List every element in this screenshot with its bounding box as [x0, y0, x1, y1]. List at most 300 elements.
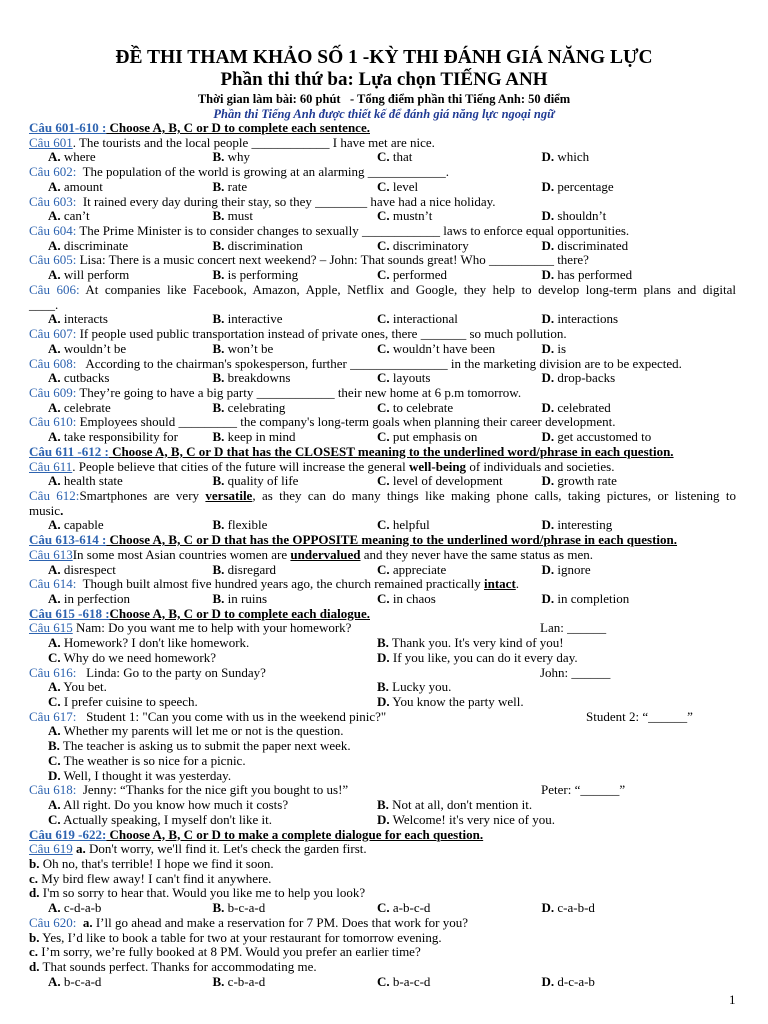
q612-options-row [29, 518, 736, 533]
q607-text: If people used public transportation instead of private ones, there _______ so much pollution. [76, 326, 567, 342]
q601-text: . The tourists and the local people ____________ I have met are nice. [72, 134, 435, 150]
q616-option-a [48, 680, 377, 695]
option-key: A. [48, 429, 61, 445]
option-key: D. [541, 517, 555, 533]
option-key: B. [48, 738, 60, 754]
section-heading-2 [29, 445, 736, 460]
q619-text: Oh no, that's terrible! I hope we find it soon. [39, 855, 274, 871]
option-text: interactive [224, 311, 283, 327]
q605-text: Lisa: There is a music concert next weekend? – John: That sounds great! Who __________ there? [76, 252, 589, 268]
option-text: in perfection [60, 591, 130, 606]
option-text: in completion [554, 591, 630, 606]
option-text: amount [60, 178, 103, 194]
q616-options-row [29, 680, 736, 695]
option-text: wouldn’t have been [389, 340, 496, 356]
question-620 [29, 916, 736, 990]
q608-text: According to the chairman's spokesperson, further _______________ in the marketing division are to be expected. [76, 355, 682, 371]
q603-option-d [542, 209, 737, 224]
q603-options-row [29, 209, 736, 224]
option-key: D. [541, 561, 555, 577]
q615-label: Câu 615 [29, 620, 73, 636]
q606-option-a [48, 312, 213, 327]
q614-label: Câu 614: [29, 576, 77, 592]
option-key: D. [541, 429, 555, 445]
q609-text: They’re going to have a big party ____________ their new home at 6 p.m tomorrow. [76, 384, 522, 400]
option-text: You know the party well. [389, 694, 524, 710]
option-text: can’t [60, 208, 90, 224]
option-key: A. [48, 178, 61, 194]
option-text: c-b-a-d [224, 973, 266, 989]
q619-label: Câu 619 [29, 841, 73, 857]
option-key: C. [377, 473, 390, 489]
option-text: health state [60, 473, 123, 489]
q602-label: Câu 602: [29, 164, 77, 180]
q615-reply: Lan: ______ [540, 620, 607, 636]
q611-label: Câu 611 [29, 458, 73, 474]
q618-option-c [48, 813, 377, 828]
q620-options-row [29, 975, 736, 990]
option-text: to celebrate [389, 399, 454, 415]
q611-text: well-being [409, 458, 467, 474]
option-key: D. [541, 178, 555, 194]
option-text: The weather is so nice for a picnic. [60, 752, 246, 768]
option-key: D. [541, 208, 555, 224]
section-instruction: Choose A, B, C or D that has the CLOSEST meaning to the underlined word/phrase in each question. [108, 443, 674, 459]
option-text: cutbacks [60, 370, 110, 386]
option-text: ignore [554, 561, 591, 577]
option-key: A. [48, 370, 61, 386]
q619-line-4 [29, 886, 736, 901]
option-key: A. [48, 797, 61, 813]
q608-option-a [48, 371, 213, 386]
option-key: D. [541, 340, 555, 356]
option-text: c-d-a-b [60, 900, 102, 916]
option-key: B. [212, 267, 225, 283]
option-text: percentage [554, 178, 614, 194]
q612-line-2 [29, 504, 736, 519]
q606-option-d [542, 312, 737, 327]
q620-text: c. [29, 944, 39, 960]
question-603 [29, 195, 736, 224]
q618-option-d [377, 813, 736, 828]
option-text: d-c-a-b [554, 973, 595, 989]
question-611 [29, 460, 736, 489]
q614-options-row [29, 592, 736, 607]
option-key: C. [377, 591, 390, 606]
q612-option-b [213, 518, 378, 533]
q619-text: Don't worry, we'll find it. Let's check the garden first. [85, 841, 367, 857]
option-text: which [554, 149, 590, 165]
q612-option-d [542, 518, 737, 533]
option-text: growth rate [554, 473, 617, 489]
option-key: B. [212, 237, 225, 253]
q615-option-c [48, 651, 377, 666]
option-text: discriminated [554, 237, 629, 253]
option-text: won’t be [224, 340, 274, 356]
option-text: Lucky you. [388, 679, 452, 695]
q620-option-b [213, 975, 378, 990]
section-label: Câu 601-610 : [29, 120, 107, 135]
option-text: Why do we need homework? [60, 649, 216, 665]
q608-option-c [377, 371, 542, 386]
q618-label: Câu 618: [29, 782, 77, 798]
q612-text: . [60, 502, 64, 518]
q617-label: Câu 617: [29, 708, 77, 724]
question-616 [29, 666, 736, 710]
section-label: Câu 615 -618 : [29, 605, 110, 621]
q603-option-a [48, 209, 213, 224]
q610-label: Câu 610: [29, 414, 77, 430]
option-key: D. [48, 767, 61, 783]
q604-text: The Prime Minister is to consider changes to sexually ____________ laws to enforce equal opportunities. [76, 223, 630, 239]
option-text: interacts [60, 311, 108, 327]
option-key: A. [48, 723, 61, 739]
option-key: D. [541, 370, 555, 386]
option-text: rate [224, 178, 248, 194]
option-text: breakdowns [224, 370, 291, 386]
option-text: Actually speaking, I myself don't like it. [60, 811, 273, 827]
option-key: B. [212, 591, 225, 606]
q602-line-1 [29, 165, 736, 180]
q620-text: I’ll go ahead and make a reservation for 7 PM. Does that work for you? [92, 914, 469, 930]
q605-option-d [542, 268, 737, 283]
section-instruction: Choose A, B, C or D to complete each dialogue. [109, 605, 370, 621]
q615-option-d [377, 651, 736, 666]
option-text: Welcome! it's very nice of you. [389, 811, 555, 827]
q606-options-row [29, 312, 736, 327]
q613-option-c [377, 563, 542, 578]
option-key: D. [541, 591, 555, 606]
question-607 [29, 327, 736, 356]
q614-text: Though built almost five hundred years ago, the church remained practically [76, 576, 484, 592]
option-key: A. [48, 679, 61, 695]
option-text: discriminate [60, 237, 129, 253]
option-key: D. [541, 973, 555, 989]
option-key: C. [377, 900, 390, 916]
q615-options-row [29, 636, 736, 651]
option-key: A. [48, 635, 61, 651]
option-key: D. [377, 811, 390, 827]
option-key: D. [541, 311, 555, 327]
option-key: C. [48, 752, 61, 768]
option-text: discriminatory [389, 237, 469, 253]
q610-line-1 [29, 415, 736, 430]
option-key: A. [48, 473, 61, 489]
option-key: A. [48, 149, 61, 165]
option-text: The teacher is asking us to submit the paper next week. [59, 738, 351, 754]
option-text: You bet. [60, 679, 107, 695]
option-text: b-c-a-d [224, 900, 266, 916]
q608-option-b [213, 371, 378, 386]
q601-option-a [48, 150, 213, 165]
q620-option-c [377, 975, 542, 990]
q619-line-2 [29, 857, 736, 872]
q614-line-1 [29, 577, 736, 592]
option-key: D. [541, 149, 555, 165]
option-key: C. [48, 811, 61, 827]
q620-line-1 [29, 916, 736, 931]
option-text: Not at all, don't mention it. [388, 797, 533, 813]
question-610 [29, 415, 736, 444]
q612-option-a [48, 518, 213, 533]
q618-text: Jenny: “Thanks for the nice gift you bought to us!” [76, 782, 349, 798]
option-text: in ruins [224, 591, 268, 606]
q619-options-row [29, 901, 736, 916]
option-key: B. [212, 340, 225, 356]
q608-option-d [542, 371, 737, 386]
q601-label: Câu 601 [29, 134, 73, 150]
option-key: A. [48, 591, 61, 606]
option-key: C. [377, 399, 390, 415]
option-text: discrimination [224, 237, 303, 253]
option-text: level of development [389, 473, 503, 489]
option-text: I prefer cuisine to speech. [60, 694, 198, 710]
q607-label: Câu 607: [29, 326, 77, 342]
q602-text: The population of the world is growing at an alarming ____________. [76, 164, 450, 180]
option-key: A. [48, 399, 61, 415]
question-601 [29, 136, 736, 165]
option-key: A. [48, 237, 61, 253]
q605-option-b [213, 268, 378, 283]
option-text: mustn’t [389, 208, 433, 224]
q613-text: undervalued [290, 546, 361, 562]
q615-text: Nam: Do you want me to help with your homework? [72, 620, 352, 636]
q614-text: . [515, 576, 520, 592]
q612-text: Smartphones are very [79, 487, 206, 503]
q618-option-a [48, 798, 377, 813]
q601-option-d [542, 150, 737, 165]
q617-option-a [48, 724, 736, 739]
q616-option-c [48, 695, 377, 710]
section-heading-5 [29, 828, 736, 843]
q608-options-row [29, 371, 736, 386]
q608-line-1 [29, 357, 736, 372]
q602-option-d [542, 180, 737, 195]
option-text: c-a-b-d [554, 900, 595, 916]
option-text: keep in mind [224, 429, 296, 445]
q620-line-2 [29, 931, 736, 946]
option-key: A. [48, 561, 61, 577]
option-key: B. [212, 370, 225, 386]
option-text: celebrated [554, 399, 611, 415]
q606-text: ____. [29, 296, 59, 312]
option-key: C. [377, 237, 390, 253]
option-text: celebrate [60, 399, 111, 415]
question-619 [29, 842, 736, 916]
option-key: A. [48, 973, 61, 989]
q611-text: of individuals and societies. [466, 458, 615, 474]
question-614 [29, 577, 736, 606]
option-text: layouts [389, 370, 431, 386]
question-617 [29, 710, 736, 784]
q619-option-a [48, 901, 213, 916]
option-key: B. [212, 561, 225, 577]
option-text: interactional [389, 311, 458, 327]
option-key: B. [212, 973, 225, 989]
q611-option-c [377, 474, 542, 489]
q604-option-c [377, 239, 542, 254]
q606-line-1 [29, 283, 736, 298]
q606-option-c [377, 312, 542, 327]
q610-option-b [213, 430, 378, 445]
q613-text: and they never have the same status as men. [360, 546, 593, 562]
option-text: b-c-a-d [60, 973, 102, 989]
option-key: B. [212, 311, 225, 327]
q606-label: Câu 606: [29, 281, 80, 297]
q611-line-1 [29, 460, 736, 475]
option-key: D. [541, 237, 555, 253]
option-text: level [389, 178, 419, 194]
option-text: drop-backs [554, 370, 616, 386]
q604-line-1 [29, 224, 736, 239]
q617-option-c [48, 754, 736, 769]
q604-option-a [48, 239, 213, 254]
q609-label: Câu 609: [29, 384, 77, 400]
q619-option-d [542, 901, 737, 916]
question-602 [29, 165, 736, 194]
q607-option-a [48, 342, 213, 357]
option-key: A. [48, 517, 61, 533]
q602-option-b [213, 180, 378, 195]
option-key: A. [48, 900, 61, 916]
option-text: capable [60, 517, 104, 533]
question-606 [29, 283, 736, 327]
option-key: C. [377, 267, 390, 283]
q617-text: Student 1: "Can you come with us in the weekend pinic?" [76, 708, 387, 724]
q603-label: Câu 603: [29, 193, 77, 209]
q616-reply: John: ______ [540, 664, 611, 680]
q605-option-c [377, 268, 542, 283]
q618-options-row [29, 798, 736, 813]
q614-option-c [377, 592, 542, 607]
option-text: helpful [389, 517, 430, 533]
q618-reply: Peter: “______” [541, 782, 626, 798]
section-heading-1 [29, 121, 736, 136]
q612-text: versatile [205, 487, 253, 503]
q620-text: I’m sorry, we’re fully booked at 8 PM. Would you prefer an earlier time? [38, 944, 421, 960]
q604-option-b [213, 239, 378, 254]
q610-text: Employees should _________ the company's long-term goals when planning their career development. [76, 414, 616, 430]
option-key: B. [377, 635, 389, 651]
q605-line-1 [29, 253, 736, 268]
option-text: interesting [554, 517, 613, 533]
exam-note: Phần thi Tiếng Anh được thiết kế để đánh giá năng lực ngoại ngữ [213, 107, 555, 121]
q614-option-a [48, 592, 213, 607]
q613-option-a [48, 563, 213, 578]
q609-option-d [542, 401, 737, 416]
q604-label: Câu 604: [29, 223, 77, 239]
option-key: C. [377, 561, 390, 577]
q610-option-a [48, 430, 213, 445]
q619-text: My bird flew away! I can't find it anywhere. [38, 870, 272, 886]
q620-label: Câu 620: [29, 914, 77, 930]
option-key: D. [541, 267, 555, 283]
question-613 [29, 548, 736, 577]
section-label: Câu 611 -612 : [29, 443, 109, 459]
option-key: D. [541, 900, 555, 916]
option-key: C. [377, 370, 390, 386]
q616-option-d [377, 695, 736, 710]
q615-line-1 [29, 621, 736, 636]
q618-line-1 [29, 783, 736, 798]
q602-option-a [48, 180, 213, 195]
option-text: put emphasis on [389, 429, 478, 445]
q611-option-d [542, 474, 737, 489]
q620-text: b. [29, 929, 40, 945]
q610-option-d [542, 430, 737, 445]
option-text: b-a-c-d [389, 973, 431, 989]
q619-option-c [377, 901, 542, 916]
q606-line-2 [29, 298, 736, 313]
q609-option-b [213, 401, 378, 416]
option-text: Well, I thought it was yesterday. [60, 767, 232, 783]
q612-label: Câu 612: [29, 487, 80, 503]
q611-option-b [213, 474, 378, 489]
q614-text: intact [484, 576, 516, 592]
q620-line-3 [29, 945, 736, 960]
q615-option-b [377, 636, 736, 651]
q607-options-row [29, 342, 736, 357]
q601-option-c [377, 150, 542, 165]
q609-line-1 [29, 386, 736, 401]
q619-text: d. [29, 885, 40, 901]
question-609 [29, 386, 736, 415]
option-text: If you like, you can do it every day. [389, 649, 578, 665]
q607-option-d [542, 342, 737, 357]
q613-label: Câu 613 [29, 546, 73, 562]
question-615 [29, 621, 736, 665]
option-key: D. [541, 399, 555, 415]
q609-option-a [48, 401, 213, 416]
option-text: quality of life [224, 473, 299, 489]
q612-text: music [29, 502, 61, 518]
option-text: appreciate [389, 561, 447, 577]
option-text: celebrating [224, 399, 286, 415]
option-text: disrespect [60, 561, 116, 577]
option-text: will perform [60, 267, 130, 283]
option-key: B. [212, 517, 225, 533]
q613-option-d [542, 563, 737, 578]
option-key: B. [212, 429, 225, 445]
q620-text: That sounds perfect. Thanks for accommodating me. [39, 958, 317, 974]
q613-option-b [213, 563, 378, 578]
section-label: Câu 619 -622: [29, 826, 107, 842]
option-text: is [554, 340, 567, 356]
q617-options-row [29, 769, 736, 784]
q619-line-1 [29, 842, 736, 857]
q610-option-c [377, 430, 542, 445]
q607-option-b [213, 342, 378, 357]
q616-line-1 [29, 666, 736, 681]
q603-text: It rained every day during their stay, so they ________ have had a nice holiday. [76, 193, 496, 209]
option-key: B. [377, 797, 389, 813]
q611-options-row [29, 474, 736, 489]
exam-title: ĐỀ THI THAM KHẢO SỐ 1 -KỲ THI ĐÁNH GIÁ NĂNG LỰC [115, 47, 653, 68]
option-key: C. [377, 429, 390, 445]
q616-options-row [29, 695, 736, 710]
q619-text: c. [29, 870, 39, 886]
q604-option-d [542, 239, 737, 254]
q612-line-1 [29, 489, 736, 504]
option-text: is performing [224, 267, 299, 283]
q602-options-row [29, 180, 736, 195]
option-key: B. [212, 178, 225, 194]
option-text: in chaos [389, 591, 436, 606]
option-text: Whether my parents will let me or not is the question. [60, 723, 344, 739]
question-608 [29, 357, 736, 386]
option-text: Homework? I don't like homework. [60, 635, 250, 651]
section-heading-3 [29, 533, 736, 548]
